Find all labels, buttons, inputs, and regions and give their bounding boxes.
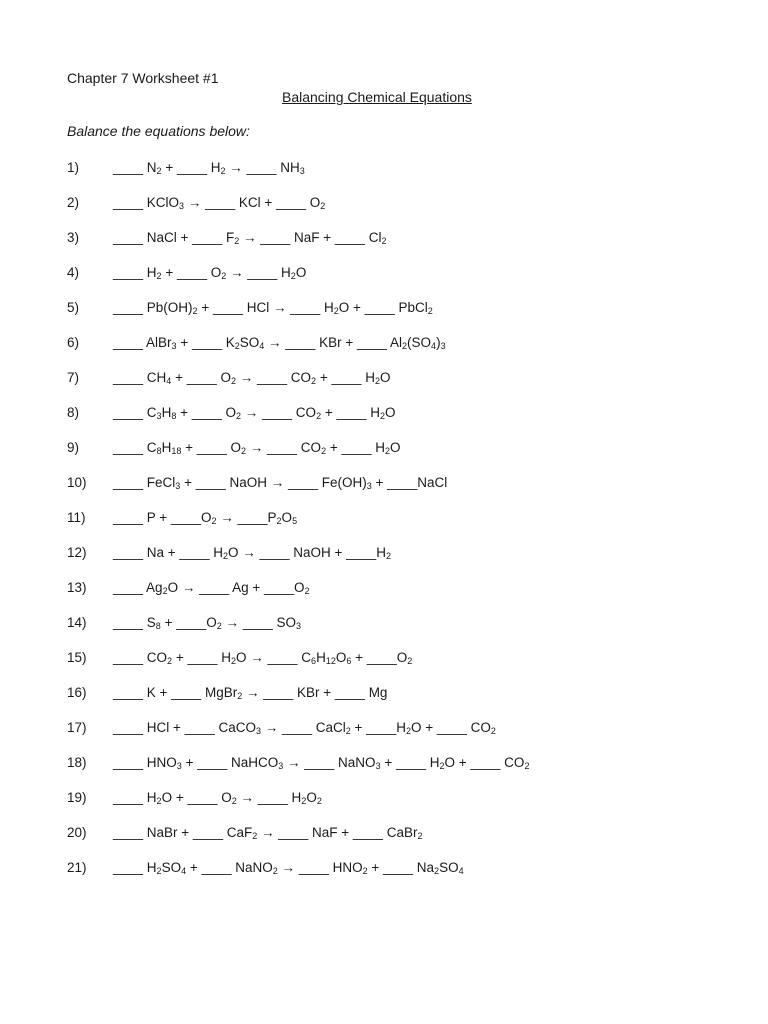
equation-text: ____ $C_3H_8$ + ____ $O_2$ → ____ $CO_2$ + ____ $H_2O$ [113,405,396,421]
equation-number: 11) [67,510,86,525]
equation-text: ____ AlBr$_3$ + ____ $K_2SO_4$ → ____ KBr + ____ $Al_2(SO_4)_3$ [113,335,446,351]
equation-text: ____ $HNO_3$ + ____ NaHCO$_3$ → ____ NaNO$_3$ + ____ $H_2O$ + ____ $CO_2$ [113,755,530,771]
equation-number: 1) [67,160,80,175]
equation-text: ____ $P + \_\_\_\_O_2$ → $\_\_\_\_P_2O_5$ [113,510,298,526]
equation-text: ____ KClO$_3$ → ____ KCl + ____ $O_2$ [113,195,326,211]
equation-text: ____ $H_2O$ + ____ $O_2$ → ____ $H_2O_2$ [113,790,322,806]
equation-number: 8) [67,405,80,420]
equation-number: 5) [67,300,80,315]
equation-number: 2) [67,195,80,210]
equation-row [0,193,768,213]
equation-row [0,648,768,668]
equation-text: ____ $Ag_2O$ → ____ $Ag + \_\_\_\_O_2$ [113,580,310,596]
equation-number: 12) [67,545,87,560]
equation-number: 6) [67,335,80,350]
equation-row [0,438,768,458]
equation-text: ____ FeCl$_3$ + ____ NaOH → ____ $Fe(OH)_3$ + ____NaCl [113,475,448,491]
equation-row [0,753,768,773]
equation-number: 13) [67,580,87,595]
equation-row [0,263,768,283]
equation-text: ____ NaBr + ____ CaF$_2$ → ____ NaF + ____ CaBr$_2$ [113,825,423,841]
equation-text: ____ NaCl + ____ $F_2$ → ____ NaF + ____ $Cl_2$ [113,230,387,246]
equation-number: 9) [67,440,80,455]
equation-text: ____ $CO_2$ + ____ $H_2O$ → ____ $C_6H_{12}O_6$ + $\_\_\_\_O_2$ [113,650,413,666]
equation-number: 10) [67,475,87,490]
equation-row [0,333,768,353]
equation-number: 19) [67,790,87,805]
equation-row [0,788,768,808]
equation-row [0,613,768,633]
equation-text: ____ Na + ____ $H_2O$ → ____ NaOH + $\_\_\_\_H_2$ [113,545,391,561]
equation-number: 4) [67,265,80,280]
equation-number: 20) [67,825,87,840]
equation-number: 16) [67,685,87,700]
equation-text: ____ $H_2SO_4$ + ____ NaNO$_2$ → ____ $HNO_2$ + ____ $Na_2SO_4$ [113,860,464,876]
equation-number: 14) [67,615,87,630]
equation-row [0,158,768,178]
instructions-text: Balance the equations below: [67,123,250,139]
page-title: Balancing Chemical Equations [282,89,472,105]
equation-row [0,718,768,738]
equation-text: ____ $S_8$ + $\_\_\_\_O_2$ → ____ $SO_3$ [113,615,302,631]
equation-row [0,298,768,318]
equation-row [0,508,768,528]
equation-row [0,228,768,248]
equation-text: ____ $C_8H_{18}$ + ____ $O_2$ → ____ $CO_2$ + ____ $H_2O$ [113,440,401,456]
equation-text: ____ $CH_4$ + ____ $O_2$ → ____ $CO_2$ + ____ $H_2O$ [113,370,391,386]
equation-number: 3) [67,230,80,245]
equation-text: ____ K + ____ MgBr$_2$ → ____ KBr + ____ Mg [113,685,388,701]
equation-number: 18) [67,755,87,770]
equation-number: 15) [67,650,87,665]
equation-text: ____ $H_2$ + ____ $O_2$ → ____ $H_2O$ [113,265,307,281]
equation-text: ____ $N_2$ + ____ $H_2$ → ____ $NH_3$ [113,160,305,176]
equation-number: 7) [67,370,80,385]
equation-number: 21) [67,860,87,875]
equation-text: ____ $Pb(OH)_2$ + ____ HCl → ____ $H_2O$ + ____ PbCl$_2$ [113,300,433,316]
equation-row [0,403,768,423]
equation-row [0,368,768,388]
equation-row [0,473,768,493]
equation-text: ____ HCl + ____ CaCO$_3$ → ____ CaCl$_2$ + $\_\_\_\_H_2O$ + ____ $CO_2$ [113,720,496,736]
chapter-heading: Chapter 7 Worksheet #1 [67,70,219,86]
equation-number: 17) [67,720,87,735]
equation-row [0,578,768,598]
equation-row [0,683,768,703]
equation-row [0,543,768,563]
equation-row [0,858,768,878]
equation-row [0,823,768,843]
